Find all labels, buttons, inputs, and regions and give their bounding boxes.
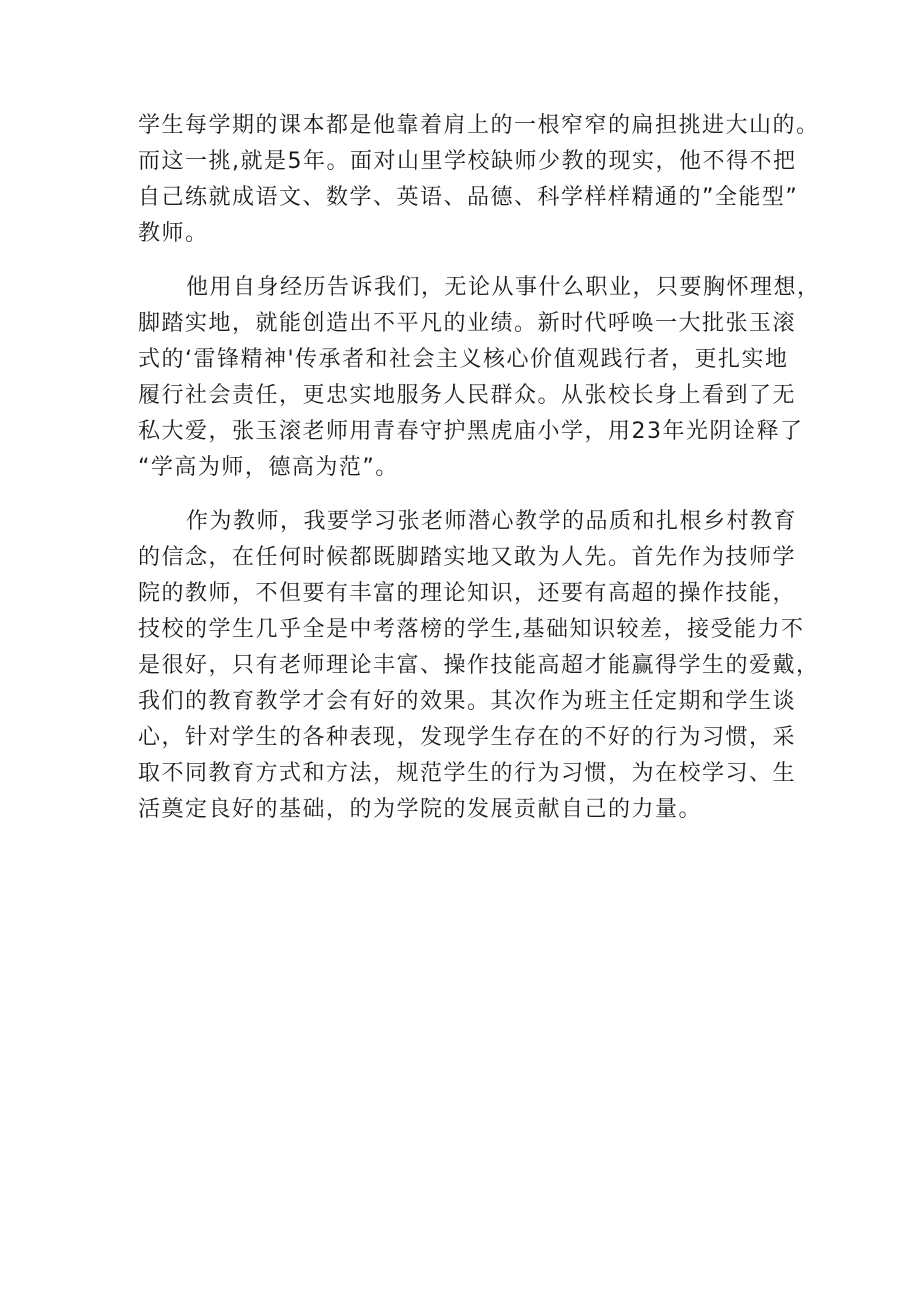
paragraph-1 [138,108,820,252]
text-line: 活奠定良好的基础，的为学院的发展贡献自己的力量。 [138,797,703,822]
text-line: 取不同教育方式和方法，规范学生的行为习惯，为在校学习、生 [138,761,797,786]
text-line: 我们的教育教学才会有好的效果。其次作为班主任定期和学生谈 [138,689,797,714]
text-line: 院的教师，不但要有丰富的理论知识，还要有高超的操作技能， [138,581,797,606]
text-line: 自己练就成语文、数学、英语、品德、科学样样精通的”全能型” [138,185,799,210]
paragraph-3 [138,504,820,828]
text-line: 履行社会责任，更忠实地服务人民群众。从张校长身上看到了无 [138,383,797,408]
text-line: 作为教师，我要学习张老师潜心教学的品质和扎根乡村教育 [186,509,798,534]
text-line: 的信念，在任何时候都既脚踏实地又敢为人先。首先作为技师学 [138,545,797,570]
text-line: 是很好，只有老师理论丰富、操作技能高超才能赢得学生的爱戴， [138,653,820,678]
document-body [138,108,821,828]
text-line: 心，针对学生的各种表现，发现学生存在的不好的行为习惯，采 [138,725,797,750]
text-line: 而这一挑,就是5年。面对山里学校缺师少教的现实，他不得不把 [138,149,797,174]
text-line: 私大爱，张玉滚老师用青春守护黑虎庙小学，用23年光阴诠释了 [138,419,804,444]
text-line: 脚踏实地，就能创造出不平凡的业绩。新时代呼唤一大批张玉滚 [138,311,797,336]
text-line: 技校的学生几乎全是中考落榜的学生,基础知识较差，接受能力不 [138,617,805,642]
text-line: 式的‘雷锋精神'传承者和社会主义核心价值观践行者，更扎实地 [138,347,789,372]
text-line: 他用自身经历告诉我们，无论从事什么职业，只要胸怀理想， [186,275,821,300]
text-line: “学高为师，德高为范”。 [138,455,399,480]
text-line: 教师。 [138,221,209,246]
paragraph-2 [138,270,821,486]
text-line: 学生每学期的课本都是他靠着肩上的一根窄窄的扁担挑进大山的。 [138,113,820,138]
